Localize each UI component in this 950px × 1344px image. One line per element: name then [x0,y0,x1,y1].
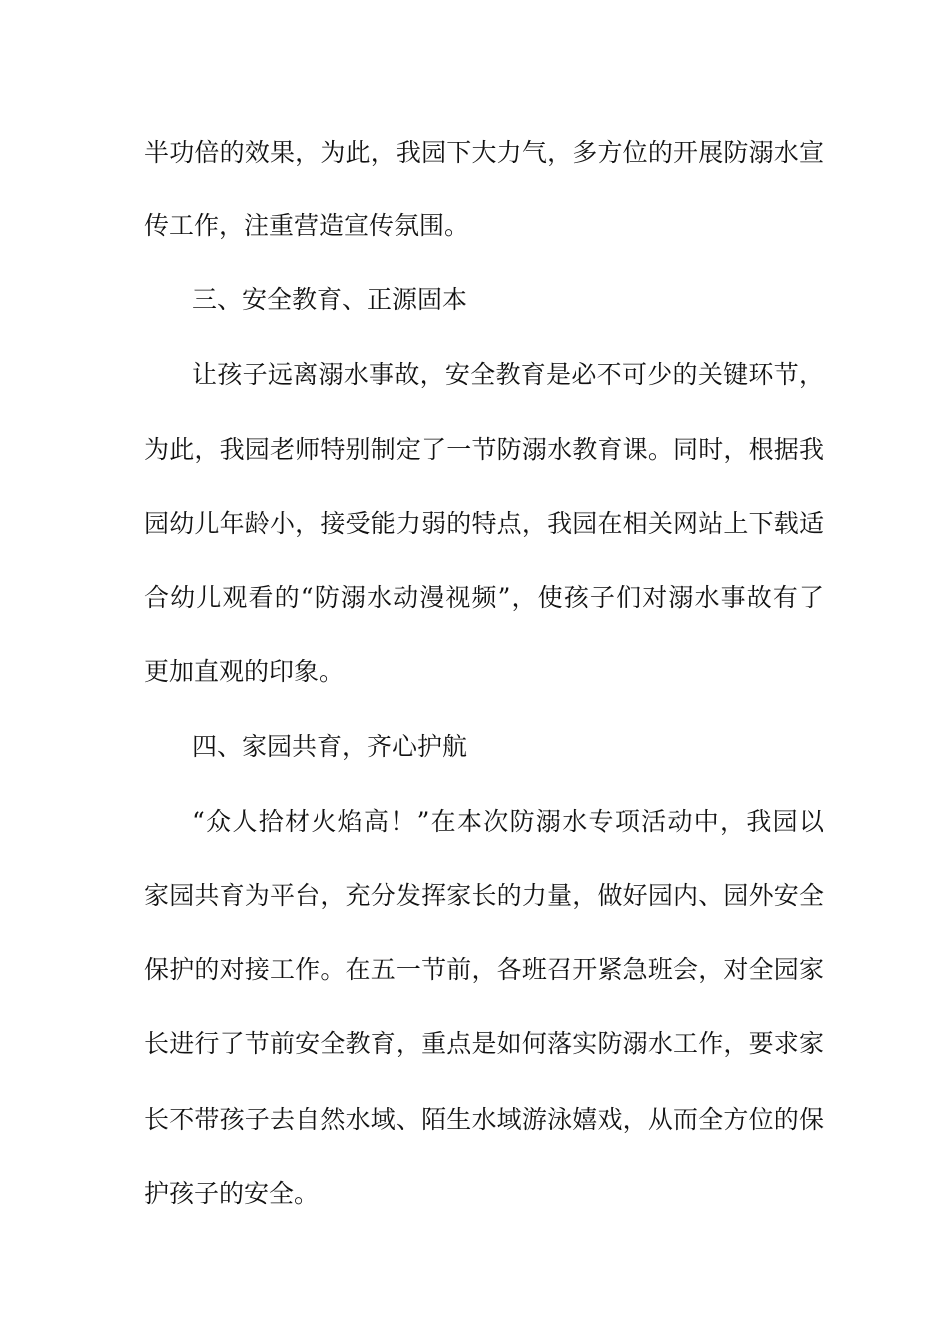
paragraph-line: 长不带孩子去自然水域、陌生水域游泳嬉戏，从而全方位的保 [144,1105,824,1134]
paragraph-line: “众人拾材火焰高！”在本次防溺水专项活动中，我园以 [192,807,824,836]
paragraph-line: 园幼儿年龄小，接受能力弱的特点，我园在相关网站上下载适 [144,509,824,538]
section-heading: 四、家园共育，齐心护航 [192,732,468,761]
paragraph-line: 保护的对接工作。在五一节前，各班召开紧急班会，对全园家 [144,955,824,984]
paragraph-line: 半功倍的效果，为此，我园下大力气，多方位的开展防溺水宣 [144,138,824,167]
paragraph-line: 合幼儿观看的“防溺水动漫视频”，使孩子们对溺水事故有了 [144,583,824,612]
paragraph-line: 家园共育为平台，充分发挥家长的力量，做好园内、园外安全 [144,881,824,910]
section-heading: 三、安全教育、正源固本 [192,285,468,314]
paragraph-line: 护孩子的安全。 [144,1179,320,1208]
paragraph-line: 让孩子远离溺水事故，安全教育是必不可少的关键环节， [192,360,824,389]
paragraph-line: 长进行了节前安全教育，重点是如何落实防溺水工作，要求家 [144,1029,824,1058]
paragraph-line: 传工作，注重营造宣传氛围。 [144,211,470,240]
paragraph-line: 为此，我园老师特别制定了一节防溺水教育课。同时，根据我 [144,435,824,464]
paragraph-line: 更加直观的印象。 [144,657,345,686]
